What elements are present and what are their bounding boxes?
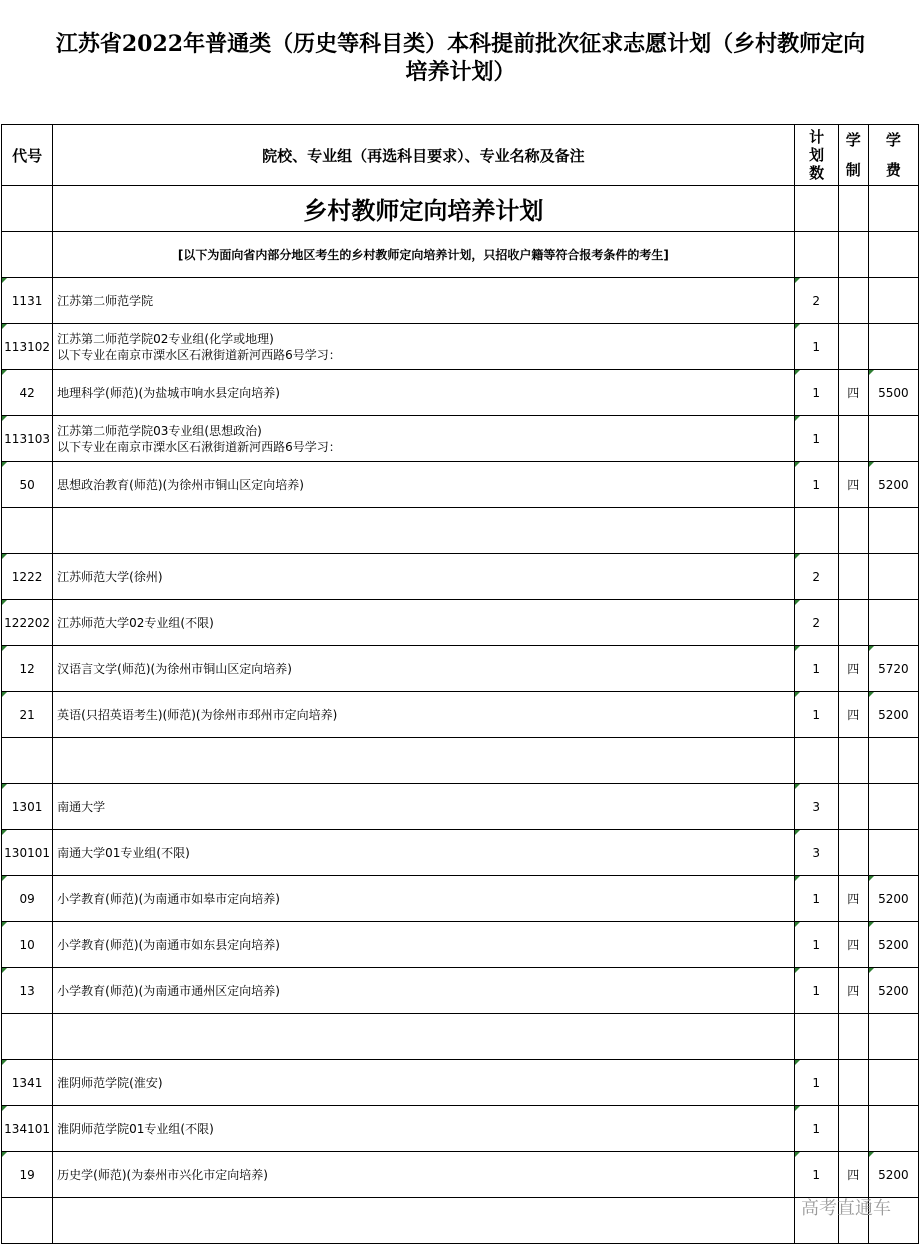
cell-code: 50 xyxy=(2,462,53,508)
cell-name xyxy=(53,876,794,922)
header-plan-text: 计划数 xyxy=(809,128,825,182)
page-title xyxy=(0,30,921,86)
cell-code: 19 xyxy=(2,1152,53,1198)
cell-duration: 四 xyxy=(838,692,868,738)
cell-fee: 5720 xyxy=(868,646,918,692)
empty-cell xyxy=(838,232,868,278)
cell-plan: 2 xyxy=(794,278,838,324)
empty-cell xyxy=(838,186,868,232)
table-row xyxy=(2,508,919,554)
cell-fee xyxy=(868,324,918,370)
table-row xyxy=(2,416,919,462)
cell-fee: 5500 xyxy=(868,370,918,416)
cell-duration: 四 xyxy=(838,1152,868,1198)
section-title-row xyxy=(2,186,919,232)
cell-name xyxy=(53,278,794,324)
cell-fee xyxy=(868,784,918,830)
cell-name-line1: 江苏师范大学(徐州) xyxy=(57,570,163,584)
cell-code: 12 xyxy=(2,646,53,692)
cell-fee: 5200 xyxy=(868,1152,918,1198)
cell-code xyxy=(2,738,53,784)
cell-fee: 5200 xyxy=(868,968,918,1014)
cell-name xyxy=(53,784,794,830)
cell-name-line1: 江苏第二师范学院02专业组(化学或地理) xyxy=(57,331,274,346)
cell-name-line1: 南通大学01专业组(不限) xyxy=(57,846,190,860)
eligibility-note: [以下为面向省内部分地区考生的乡村教师定向培养计划，只招收户籍等符合报考条件的考生] xyxy=(53,232,794,278)
table-row xyxy=(2,646,919,692)
cell-code: 42 xyxy=(2,370,53,416)
cell-name-line1: 历史学(师范)(为泰州市兴化市定向培养) xyxy=(57,1168,268,1182)
cell-name xyxy=(53,1152,794,1198)
table-row xyxy=(2,370,919,416)
empty-cell xyxy=(794,232,838,278)
cell-duration: 四 xyxy=(838,968,868,1014)
cell-fee: 5200 xyxy=(868,462,918,508)
cell-name xyxy=(53,922,794,968)
cell-plan xyxy=(794,1014,838,1060)
cell-code: 1222 xyxy=(2,554,53,600)
cell-name-line1: 江苏第二师范学院03专业组(思想政治) xyxy=(57,423,262,438)
cell-duration: 四 xyxy=(838,462,868,508)
table-row xyxy=(2,278,919,324)
cell-plan: 1 xyxy=(794,922,838,968)
cell-code: 113102 xyxy=(2,324,53,370)
cell-duration xyxy=(838,784,868,830)
cell-duration xyxy=(838,416,868,462)
cell-name xyxy=(53,508,794,554)
cell-duration xyxy=(838,324,868,370)
cell-duration xyxy=(838,830,868,876)
table-row xyxy=(2,600,919,646)
cell-name xyxy=(53,416,794,462)
cell-fee xyxy=(868,416,918,462)
note-row xyxy=(2,232,919,278)
cell-fee xyxy=(868,1014,918,1060)
watermark: 高考直通车 xyxy=(801,1198,891,1219)
cell-code: 130101 xyxy=(2,830,53,876)
table-header-row xyxy=(2,125,919,186)
cell-duration xyxy=(838,554,868,600)
table-row xyxy=(2,876,919,922)
plan-table xyxy=(1,124,919,1244)
table-row xyxy=(2,1106,919,1152)
cell-plan: 1 xyxy=(794,462,838,508)
cell-duration xyxy=(838,600,868,646)
cell-duration: 四 xyxy=(838,922,868,968)
cell-name xyxy=(53,692,794,738)
cell-code xyxy=(2,1014,53,1060)
cell-code: 10 xyxy=(2,922,53,968)
cell-name-line1: 淮阴师范学院(淮安) xyxy=(57,1076,163,1090)
cell-plan: 1 xyxy=(794,324,838,370)
header-duration-text: 学制 xyxy=(845,131,861,179)
note-code-cell xyxy=(2,232,53,278)
cell-name-line1: 汉语言文学(师范)(为徐州市铜山区定向培养) xyxy=(57,662,292,676)
cell-plan xyxy=(794,508,838,554)
cell-name xyxy=(53,554,794,600)
cell-name-line1: 小学教育(师范)(为南通市如皋市定向培养) xyxy=(57,892,280,906)
cell-code: 13 xyxy=(2,968,53,1014)
page-title-line1: 江苏省2022年普通类（历史等科目类）本科提前批次征求志愿计划（乡村教师定向 xyxy=(55,31,866,57)
table-row xyxy=(2,922,919,968)
cell-plan: 1 xyxy=(794,1060,838,1106)
cell-name-line1: 小学教育(师范)(为南通市如东县定向培养) xyxy=(57,938,280,952)
section-code-cell xyxy=(2,186,53,232)
cell-code: 122202 xyxy=(2,600,53,646)
cell-duration xyxy=(838,1106,868,1152)
cell-duration xyxy=(838,508,868,554)
cell-name xyxy=(53,370,794,416)
cell-plan: 1 xyxy=(794,370,838,416)
cell-name-line1: 小学教育(师范)(为南通市通州区定向培养) xyxy=(57,984,280,998)
cell-name-line1: 淮阴师范学院01专业组(不限) xyxy=(57,1122,214,1136)
cell-fee xyxy=(868,830,918,876)
cell-code: 134101 xyxy=(2,1106,53,1152)
header-name: 院校、专业组（再选科目要求）、专业名称及备注 xyxy=(53,125,794,186)
cell-fee xyxy=(868,554,918,600)
cell-plan: 2 xyxy=(794,600,838,646)
table-row xyxy=(2,784,919,830)
table-row xyxy=(2,968,919,1014)
cell-plan: 3 xyxy=(794,830,838,876)
cell-name xyxy=(53,1106,794,1152)
cell-name xyxy=(53,1198,794,1244)
header-fee xyxy=(868,125,918,186)
cell-name xyxy=(53,600,794,646)
cell-fee: 5200 xyxy=(868,692,918,738)
cell-name-line2: 以下专业在南京市溧水区石湫街道新河西路6号学习： xyxy=(57,439,341,454)
empty-cell xyxy=(794,186,838,232)
cell-code: 09 xyxy=(2,876,53,922)
cell-duration xyxy=(838,1014,868,1060)
header-duration xyxy=(838,125,868,186)
cell-name-line2: 以下专业在南京市溧水区石湫街道新河西路6号学习： xyxy=(57,347,341,362)
cell-duration: 四 xyxy=(838,646,868,692)
cell-code: 21 xyxy=(2,692,53,738)
cell-plan: 3 xyxy=(794,784,838,830)
empty-cell xyxy=(868,232,918,278)
table-row xyxy=(2,462,919,508)
page-title-line2: 培养计划） xyxy=(405,59,516,85)
table-row xyxy=(2,738,919,784)
cell-name xyxy=(53,738,794,784)
cell-plan: 2 xyxy=(794,554,838,600)
cell-name xyxy=(53,1014,794,1060)
cell-fee xyxy=(868,738,918,784)
cell-plan: 1 xyxy=(794,968,838,1014)
cell-code: 1341 xyxy=(2,1060,53,1106)
cell-name xyxy=(53,462,794,508)
cell-name-line1: 思想政治教育(师范)(为徐州市铜山区定向培养) xyxy=(57,478,304,492)
header-code: 代号 xyxy=(2,125,53,186)
table-row xyxy=(2,1198,919,1244)
cell-plan: 1 xyxy=(794,416,838,462)
cell-plan: 1 xyxy=(794,1106,838,1152)
cell-plan: 1 xyxy=(794,646,838,692)
cell-name-line1: 江苏师范大学02专业组(不限) xyxy=(57,616,214,630)
cell-code xyxy=(2,1198,53,1244)
cell-fee xyxy=(868,1060,918,1106)
cell-fee xyxy=(868,508,918,554)
cell-name xyxy=(53,324,794,370)
cell-name-line1: 地理科学(师范)(为盐城市响水县定向培养) xyxy=(57,386,280,400)
cell-plan: 1 xyxy=(794,1152,838,1198)
cell-fee: 5200 xyxy=(868,876,918,922)
table-row xyxy=(2,554,919,600)
cell-fee xyxy=(868,600,918,646)
header-fee-text: 学费 xyxy=(885,131,901,179)
cell-duration: 四 xyxy=(838,876,868,922)
cell-fee xyxy=(868,1106,918,1152)
cell-name-line1: 英语(只招英语考生)(师范)(为徐州市邳州市定向培养) xyxy=(57,708,338,722)
cell-name xyxy=(53,830,794,876)
cell-duration xyxy=(838,278,868,324)
table-row xyxy=(2,1014,919,1060)
table-row xyxy=(2,830,919,876)
cell-fee: 5200 xyxy=(868,922,918,968)
section-title: 乡村教师定向培养计划 xyxy=(53,186,794,232)
cell-name-line1: 江苏第二师范学院 xyxy=(57,294,154,308)
cell-code: 113103 xyxy=(2,416,53,462)
cell-code xyxy=(2,508,53,554)
cell-code: 1301 xyxy=(2,784,53,830)
cell-name-line1: 南通大学 xyxy=(57,800,106,814)
cell-name xyxy=(53,968,794,1014)
cell-plan xyxy=(794,738,838,784)
plan-table-wrapper xyxy=(1,124,919,1244)
table-row xyxy=(2,692,919,738)
table-row xyxy=(2,1152,919,1198)
cell-duration xyxy=(838,1060,868,1106)
table-row xyxy=(2,324,919,370)
cell-name xyxy=(53,1060,794,1106)
header-plan xyxy=(794,125,838,186)
cell-code: 1131 xyxy=(2,278,53,324)
cell-plan: 1 xyxy=(794,692,838,738)
cell-fee xyxy=(868,278,918,324)
cell-duration: 四 xyxy=(838,370,868,416)
cell-duration xyxy=(838,738,868,784)
cell-plan: 1 xyxy=(794,876,838,922)
cell-name xyxy=(53,646,794,692)
table-row xyxy=(2,1060,919,1106)
empty-cell xyxy=(868,186,918,232)
